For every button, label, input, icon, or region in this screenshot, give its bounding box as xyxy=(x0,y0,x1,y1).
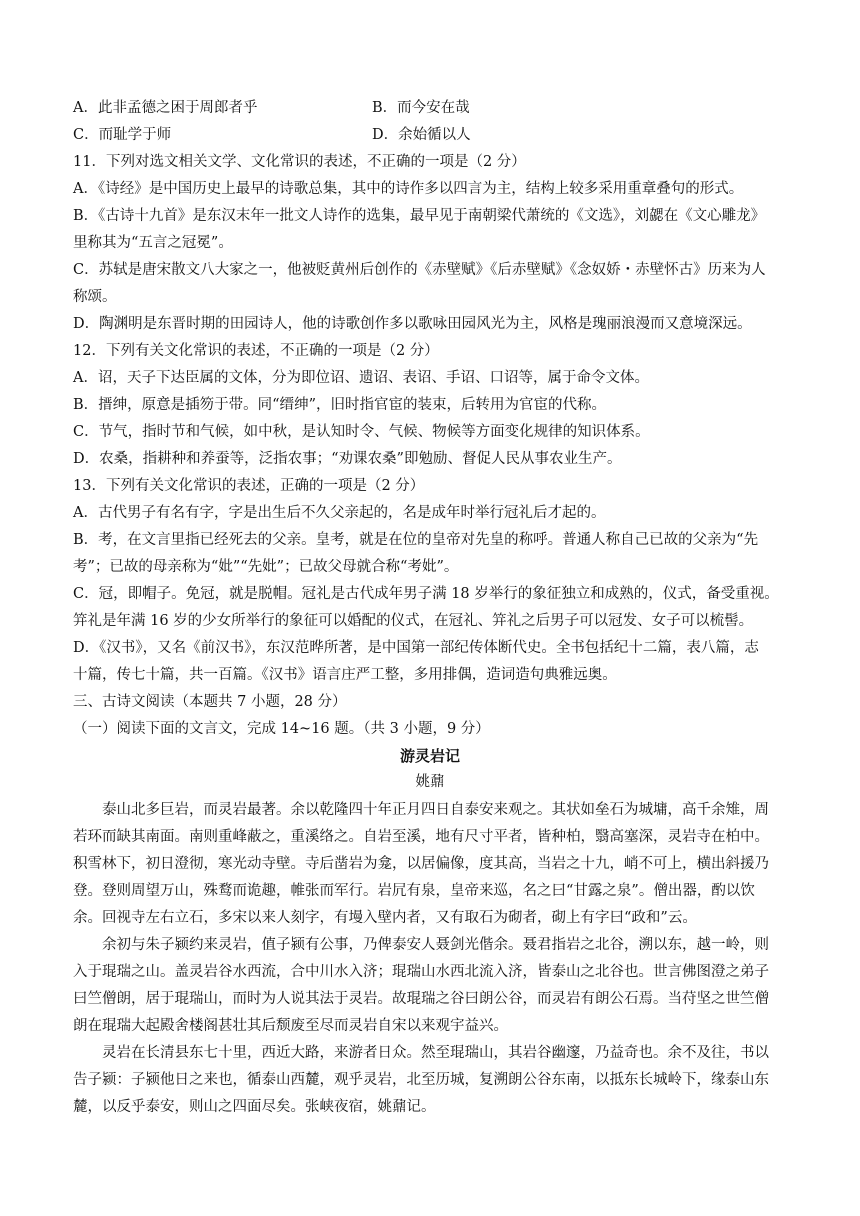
passage-p3-line: 麓，以反乎泰安，则山之四面尽矣。张峡夜宿，姚鼐记。 xyxy=(73,1099,436,1115)
passage-p1-line: 登。登则周望万山，殊鹜而诡趣，帷张而军行。岩凥有泉，皇帝来巡，名之曰“甘露之泉”。僧出器，酌以饮 xyxy=(73,883,755,899)
passage-author: 姚鼐 xyxy=(415,774,445,790)
q13-option-d: D．《汉书》，又名《前汉书》，东汉范晔所著，是中国第一部纪传体断代史。全书包括纪十二篇，表八篇，志 xyxy=(73,640,759,656)
q11-option-c: C．苏轼是唐宋散文八大家之一，他被贬黄州后创作的《赤壁赋》《后赤壁赋》《念奴娇・赤壁怀古》历来为人 xyxy=(73,262,766,278)
q13-option-d-cont: 十篇，传七十篇，共一百篇。《汉书》语言庄严工整，多用排偶，造词造句典雅远奥。 xyxy=(73,667,617,683)
q13-option-a: A．古代男子有名有字，字是出生后不久父亲起的，名是成年时举行冠礼后才起的。 xyxy=(73,505,606,521)
passage-p2-line: 曰竺僧朗，居于琨瑞山，而时为人说其法于灵岩。故琨瑞之谷曰朗公谷，而灵岩有朗公石焉。当苻坚之世竺僧 xyxy=(73,991,769,1007)
passage-p2-line: 朗在琨瑞大起殿舍楼阁甚壮其后颓废至尽而灵岩自宋以来观宇益兴。 xyxy=(73,1018,508,1034)
passage-p1-line: 泰山北多巨岩，而灵岩最著。余以乾隆四十年正月四日自泰安来观之。其状如垒石为城墉，高千余雉，周 xyxy=(102,802,769,818)
q12-option-a: A．诏，天子下达臣属的文体，分为即位诏、遗诏、表诏、手诏、口诏等，属于命令文体。 xyxy=(73,370,649,386)
section-subheading: （一）阅读下面的文言文，完成 14~16 题。（共 3 小题，9 分） xyxy=(73,721,490,737)
passage-p3-line: 告子颍：子颍他日之来也，循泰山西麓，观乎灵岩，北至历城，复溯朗公谷东南，以抵东长城岭下，缘泰山东 xyxy=(73,1072,769,1088)
q12-option-d: D．农桑，指耕种和养蚕等，泛指农事；“劝课农桑”即勉励、督促人民从事农业生产。 xyxy=(73,451,622,467)
passage-p2-line: 余初与朱子颍约来灵岩，值子颍有公事，乃俾泰安人聂剑光偕余。聂君指岩之北谷，溯以东，越一岭，则 xyxy=(102,937,769,953)
q10-option-a: A．此非孟德之困于周郎者乎 xyxy=(73,100,258,116)
q13-option-c-cont: 笄礼是年满 16 岁的少女所举行的象征可以婚配的仪式，在冠礼、笄礼之后男子可以冠发、女子可以梳髻。 xyxy=(73,613,754,629)
q12-option-b: B．搢绅，原意是插笏于带。同“缙绅”，旧时指官宦的装束，后转用为官宦的代称。 xyxy=(73,397,606,413)
passage-p3-line: 灵岩在长清县东七十里，西近大路，来游者日众。然至琨瑞山，其岩谷幽邃，乃益奇也。余不及往，书以 xyxy=(102,1045,769,1061)
q11-option-a: A．《诗经》是中国历史上最早的诗歌总集，其中的诗作多以四言为主，结构上较多采用重章叠句的形式。 xyxy=(73,181,744,197)
q13-option-b: B．考，在文言里指已经死去的父亲。皇考，就是在位的皇帝对先皇的称呼。普通人称自己已故的父亲为“先 xyxy=(73,532,759,548)
q13-option-b-cont: 考”；已故的母亲称为“妣”“先妣”；已故父母就合称“考妣”。 xyxy=(73,559,459,575)
section-heading: 三、古诗文阅读（本题共 7 小题，28 分） xyxy=(73,694,347,710)
passage-p1-line: 余。回视寺左右立石，多宋以来人刻字，有墁入壁内者，又有取石为砌者，砌上有字曰“政和”云。 xyxy=(73,910,697,926)
q10-option-c: C．而耻学于师 xyxy=(73,127,172,143)
passage-p1-line: 积雪林下，初日澄彻，寒光动寺壁。寺后凿岩为龛，以居偏像，度其高，当岩之十九，峭不可上，横出斜援乃 xyxy=(73,856,769,872)
q10-option-b: B．而今安在哉 xyxy=(372,100,470,116)
q10-option-d: D．余始循以人 xyxy=(372,127,471,143)
q11-option-c-cont: 称颂。 xyxy=(73,289,117,305)
q12-stem: 12．下列有关文化常识的表述，不正确的一项是（2 分） xyxy=(73,343,439,359)
passage-p2-line: 入于琨瑞之山。盖灵岩谷水西流，合中川水入济；琨瑞山水西北流入济，皆泰山之北谷也。世言佛图澄之弟子 xyxy=(73,964,769,980)
q11-stem: 11．下列对选文相关文学、文化常识的表述，不正确的一项是（2 分） xyxy=(73,154,526,170)
q11-option-b-cont: 里称其为“五言之冠冕”。 xyxy=(73,235,233,251)
q12-option-c: C．节气，指时节和气候，如中秋，是认知时令、气候、物候等方面变化规律的知识体系。 xyxy=(73,424,650,440)
passage-p1-line: 若环而缺其南面。南则重峰蔽之，重溪络之。自岩至溪，地有尺寸平者，皆种柏，翳高塞深，灵岩寺在柏中。 xyxy=(73,829,769,845)
q13-option-c: C．冠，即帽子。免冠，就是脱帽。冠礼是古代成年男子满 18 岁举行的象征独立和成熟的，仪式，备受重视。 xyxy=(73,586,779,602)
q11-option-b: B．《古诗十九首》是东汉末年一批文人诗作的选集，最早见于南朝梁代萧统的《文选》，刘勰在《文心雕龙》 xyxy=(73,208,766,224)
passage-title: 游灵岩记 xyxy=(399,747,460,765)
q11-option-d: D．陶渊明是东晋时期的田园诗人，他的诗歌创作多以歌咏田园风光为主，风格是瑰丽浪漫而又意境深远。 xyxy=(73,316,752,332)
q13-stem: 13．下列有关文化常识的表述，正确的一项是（2 分） xyxy=(73,478,425,494)
